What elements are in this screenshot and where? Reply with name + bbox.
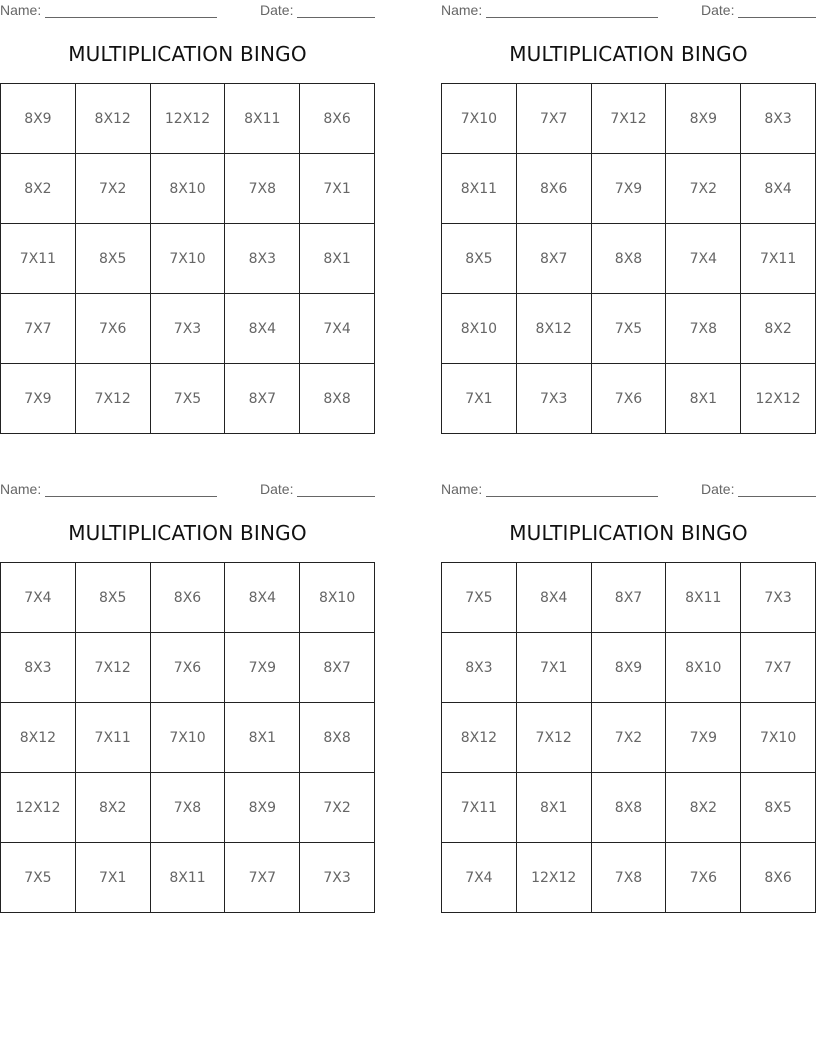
bingo-cell: 8X12 — [442, 703, 517, 773]
bingo-cell: 7X4 — [666, 224, 741, 294]
bingo-cell: 8X7 — [300, 633, 375, 703]
bingo-cell: 7X2 — [76, 154, 151, 224]
bingo-cell: 7X1 — [76, 843, 151, 913]
bingo-cell: 8X2 — [741, 294, 816, 364]
bingo-cell: 8X11 — [442, 154, 517, 224]
bingo-cell: 8X3 — [741, 84, 816, 154]
date-label: Date: — [260, 2, 294, 18]
bingo-cell: 7X1 — [517, 633, 592, 703]
bingo-cell: 12X12 — [517, 843, 592, 913]
bingo-cell: 8X3 — [442, 633, 517, 703]
name-label: Name: — [441, 2, 483, 18]
bingo-cell: 8X5 — [76, 563, 151, 633]
bingo-cell: 8X6 — [151, 563, 226, 633]
bingo-cell: 8X10 — [151, 154, 226, 224]
bingo-cell: 7X12 — [592, 84, 667, 154]
bingo-cell: 8X1 — [666, 364, 741, 434]
card-title: MULTIPLICATION BINGO — [68, 521, 307, 545]
name-label: Name: — [0, 481, 42, 497]
bingo-cell: 7X5 — [1, 843, 76, 913]
card-title: MULTIPLICATION BINGO — [509, 521, 748, 545]
bingo-grid — [0, 562, 375, 913]
card-header — [441, 2, 816, 22]
bingo-card-3 — [0, 479, 375, 913]
bingo-cell: 7X9 — [666, 703, 741, 773]
bingo-cell: 8X4 — [517, 563, 592, 633]
card-title: MULTIPLICATION BINGO — [68, 42, 307, 66]
bingo-cell: 7X2 — [592, 703, 667, 773]
bingo-cell: 8X11 — [225, 84, 300, 154]
bingo-cell: 8X5 — [76, 224, 151, 294]
bingo-cell: 8X4 — [225, 563, 300, 633]
date-label: Date: — [260, 481, 294, 497]
bingo-cell: 8X3 — [225, 224, 300, 294]
date-label: Date: — [701, 481, 735, 497]
bingo-cell: 7X2 — [300, 773, 375, 843]
bingo-cell: 8X6 — [300, 84, 375, 154]
bingo-cell: 7X6 — [76, 294, 151, 364]
date-field[interactable] — [297, 17, 375, 18]
bingo-cell: 8X7 — [517, 224, 592, 294]
date-field[interactable] — [738, 17, 816, 18]
bingo-cell: 8X6 — [741, 843, 816, 913]
bingo-cell: 8X9 — [1, 84, 76, 154]
bingo-cell: 7X6 — [151, 633, 226, 703]
bingo-cell: 8X4 — [741, 154, 816, 224]
bingo-cell: 7X11 — [76, 703, 151, 773]
bingo-cell: 8X8 — [592, 773, 667, 843]
bingo-cell: 8X1 — [517, 773, 592, 843]
bingo-cell: 7X7 — [1, 294, 76, 364]
card-header — [0, 481, 375, 501]
bingo-cell: 12X12 — [1, 773, 76, 843]
date-field[interactable] — [297, 496, 375, 497]
bingo-cell: 8X5 — [442, 224, 517, 294]
bingo-cell: 7X11 — [741, 224, 816, 294]
bingo-cell: 8X11 — [666, 563, 741, 633]
bingo-cell: 7X5 — [442, 563, 517, 633]
bingo-cell: 7X4 — [300, 294, 375, 364]
bingo-cell: 7X9 — [1, 364, 76, 434]
card-header — [441, 481, 816, 501]
bingo-cell: 7X5 — [151, 364, 226, 434]
bingo-cell: 8X12 — [76, 84, 151, 154]
bingo-cell: 8X8 — [300, 703, 375, 773]
bingo-cell: 8X9 — [666, 84, 741, 154]
bingo-cell: 7X12 — [76, 364, 151, 434]
bingo-cell: 8X1 — [300, 224, 375, 294]
bingo-cell: 7X11 — [1, 224, 76, 294]
bingo-cell: 7X7 — [517, 84, 592, 154]
bingo-cell: 8X4 — [225, 294, 300, 364]
bingo-grid — [0, 83, 375, 434]
name-field[interactable] — [45, 496, 217, 497]
name-label: Name: — [441, 481, 483, 497]
name-field[interactable] — [486, 17, 658, 18]
bingo-cell: 8X8 — [300, 364, 375, 434]
date-field[interactable] — [738, 496, 816, 497]
bingo-cell: 7X1 — [300, 154, 375, 224]
bingo-cell: 7X3 — [300, 843, 375, 913]
bingo-cell: 12X12 — [151, 84, 226, 154]
bingo-cell: 7X5 — [592, 294, 667, 364]
bingo-cell: 7X4 — [1, 563, 76, 633]
bingo-cell: 8X10 — [300, 563, 375, 633]
bingo-cell: 7X10 — [741, 703, 816, 773]
bingo-cell: 7X10 — [151, 703, 226, 773]
card-header — [0, 2, 375, 22]
bingo-cell: 7X8 — [225, 154, 300, 224]
bingo-cell: 7X3 — [151, 294, 226, 364]
bingo-card-1 — [0, 0, 375, 434]
bingo-cell: 8X7 — [225, 364, 300, 434]
bingo-cell: 8X1 — [225, 703, 300, 773]
bingo-cell: 7X6 — [666, 843, 741, 913]
bingo-cell: 7X9 — [592, 154, 667, 224]
bingo-cell: 8X12 — [517, 294, 592, 364]
bingo-cell: 7X4 — [442, 843, 517, 913]
bingo-cell: 8X7 — [592, 563, 667, 633]
bingo-grid — [441, 562, 816, 913]
bingo-cell: 7X1 — [442, 364, 517, 434]
bingo-cell: 8X10 — [442, 294, 517, 364]
bingo-cell: 7X11 — [442, 773, 517, 843]
bingo-cell: 7X10 — [151, 224, 226, 294]
bingo-cell: 8X8 — [592, 224, 667, 294]
bingo-cell: 8X10 — [666, 633, 741, 703]
bingo-cell: 7X10 — [442, 84, 517, 154]
bingo-cell: 12X12 — [741, 364, 816, 434]
bingo-card-2 — [441, 0, 816, 434]
bingo-cell: 7X8 — [666, 294, 741, 364]
bingo-cell: 7X2 — [666, 154, 741, 224]
date-label: Date: — [701, 2, 735, 18]
bingo-cell: 7X12 — [517, 703, 592, 773]
name-field[interactable] — [45, 17, 217, 18]
bingo-cell: 7X7 — [225, 843, 300, 913]
bingo-cell: 7X7 — [741, 633, 816, 703]
bingo-cell: 7X6 — [592, 364, 667, 434]
bingo-cell: 8X6 — [517, 154, 592, 224]
bingo-cell: 7X3 — [517, 364, 592, 434]
bingo-cell: 8X9 — [225, 773, 300, 843]
bingo-cell: 8X2 — [76, 773, 151, 843]
bingo-cell: 8X11 — [151, 843, 226, 913]
name-field[interactable] — [486, 496, 658, 497]
bingo-cell: 8X2 — [1, 154, 76, 224]
bingo-cell: 7X8 — [592, 843, 667, 913]
bingo-card-4 — [441, 479, 816, 913]
bingo-cell: 7X9 — [225, 633, 300, 703]
bingo-cell: 7X12 — [76, 633, 151, 703]
bingo-cell: 8X12 — [1, 703, 76, 773]
bingo-grid — [441, 83, 816, 434]
card-title: MULTIPLICATION BINGO — [509, 42, 748, 66]
bingo-cell: 8X9 — [592, 633, 667, 703]
bingo-cell: 7X3 — [741, 563, 816, 633]
bingo-cell: 8X5 — [741, 773, 816, 843]
bingo-cell: 8X3 — [1, 633, 76, 703]
bingo-cell: 7X8 — [151, 773, 226, 843]
bingo-cell: 8X2 — [666, 773, 741, 843]
name-label: Name: — [0, 2, 42, 18]
